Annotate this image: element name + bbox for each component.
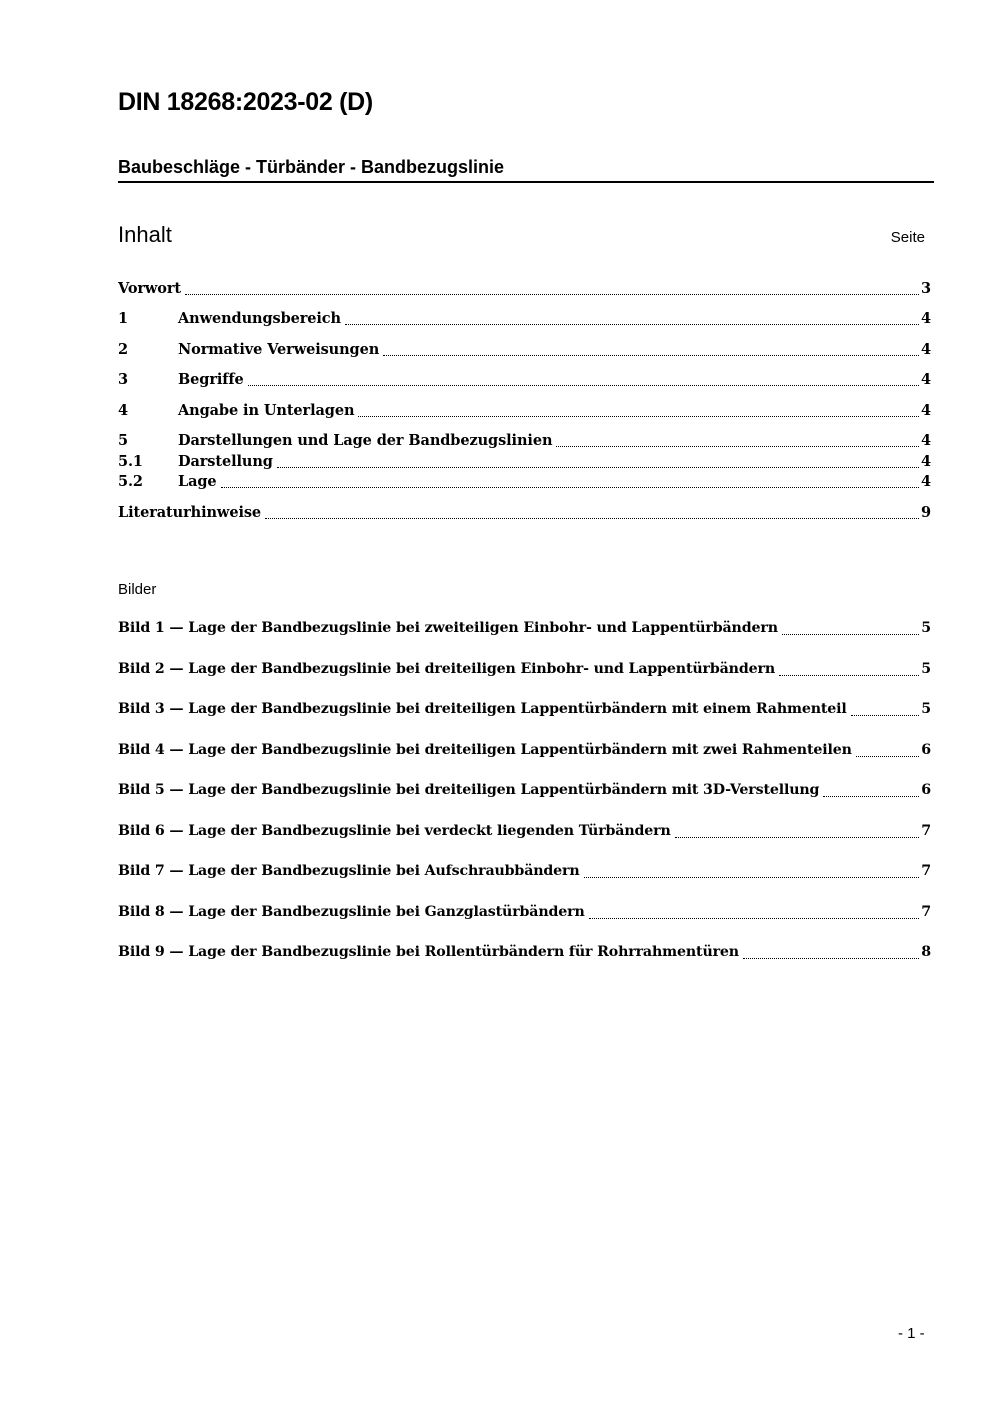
figure-entry-page: 7 (921, 863, 931, 879)
toc-entry-number: 4 (118, 402, 128, 419)
toc-heading: Inhalt (118, 222, 172, 247)
figure-entry-4[interactable] (118, 742, 931, 762)
toc-entry-page: 4 (921, 310, 931, 327)
leader-dots (265, 517, 919, 519)
toc-entry-number: 2 (118, 341, 128, 358)
figure-entry-page: 7 (921, 904, 931, 920)
figure-entry-3[interactable] (118, 701, 931, 721)
leader-dots (185, 293, 919, 295)
leader-dots (383, 354, 919, 356)
leader-dots (782, 633, 919, 635)
toc-entry-5-1[interactable] (118, 453, 931, 473)
figure-entry-title: Bild 7 — Lage der Bandbezugslinie bei Aufschraubbändern (118, 863, 580, 879)
toc-header (118, 222, 928, 248)
leader-dots (358, 415, 919, 417)
figure-entry-title: Bild 8 — Lage der Bandbezugslinie bei Ganzglastürbändern (118, 904, 585, 920)
figure-entry-title: Bild 4 — Lage der Bandbezugslinie bei dreiteiligen Lappentürbändern mit zwei Rahmenteilen (118, 742, 852, 758)
leader-dots (589, 917, 920, 919)
figure-entry-page: 5 (921, 661, 931, 677)
figure-entry-title: Bild 1 — Lage der Bandbezugslinie bei zweiteiligen Einbohr- und Lappentürbändern (118, 620, 778, 636)
toc-entry-title: Darstellung (178, 453, 273, 470)
figure-entry-7[interactable] (118, 863, 931, 883)
figure-entry-title: Bild 9 — Lage der Bandbezugslinie bei Rollentürbändern für Rohrrahmentüren (118, 944, 739, 960)
toc-entry-1[interactable] (118, 310, 931, 330)
figures-label: Bilder (118, 581, 157, 598)
toc-entry-number: 3 (118, 371, 128, 388)
toc-entry-page: 4 (921, 453, 931, 470)
figure-entry-page: 8 (921, 944, 931, 960)
toc-entry-page: 4 (921, 341, 931, 358)
figure-entry-6[interactable] (118, 823, 931, 843)
toc-entry-page: 4 (921, 473, 931, 490)
figure-entry-5[interactable] (118, 782, 931, 802)
toc-entry-page: 4 (921, 402, 931, 419)
toc-entry-number: 5.1 (118, 453, 143, 470)
page-number: - 1 - (898, 1325, 925, 1342)
toc-entry-title: Angabe in Unterlagen (178, 402, 355, 419)
leader-dots (675, 836, 920, 838)
toc-entry-page: 3 (921, 280, 931, 297)
figure-entry-page: 5 (921, 701, 931, 717)
leader-dots (248, 384, 919, 386)
toc-entry-number: 5 (118, 432, 128, 449)
figure-entry-8[interactable] (118, 904, 931, 924)
figure-entry-2[interactable] (118, 661, 931, 681)
document-title: Baubeschläge - Türbänder - Bandbezugslinie (118, 157, 934, 183)
toc-entry-number: 1 (118, 310, 128, 327)
leader-dots (584, 876, 920, 878)
figure-entry-page: 7 (921, 823, 931, 839)
toc-entry-page: 4 (921, 432, 931, 449)
toc-entry-page: 9 (921, 504, 931, 521)
leader-dots (856, 755, 920, 757)
toc-entry-2[interactable] (118, 341, 931, 361)
document-id: DIN 18268:2023-02 (D) (118, 88, 373, 116)
figure-entry-9[interactable] (118, 944, 931, 964)
toc-entry-title: Literaturhinweise (118, 504, 262, 521)
toc-entry-3[interactable] (118, 371, 931, 391)
toc-entry-literaturhinweise[interactable] (118, 504, 931, 524)
toc-entry-title: Normative Verweisungen (178, 341, 380, 358)
figure-entry-page: 6 (921, 742, 931, 758)
leader-dots (277, 466, 919, 468)
toc-entry-title: Begriffe (178, 371, 244, 388)
figure-entry-1[interactable] (118, 620, 931, 640)
figure-entry-title: Bild 2 — Lage der Bandbezugslinie bei dreiteiligen Einbohr- und Lappentürbändern (118, 661, 775, 677)
figure-entry-title: Bild 3 — Lage der Bandbezugslinie bei dreiteiligen Lappentürbändern mit einem Rahmenteil (118, 701, 847, 717)
toc-entry-title: Darstellungen und Lage der Bandbezugslinien (178, 432, 553, 449)
figure-entry-title: Bild 5 — Lage der Bandbezugslinie bei dreiteiligen Lappentürbändern mit 3D-Verstellung (118, 782, 820, 798)
leader-dots (556, 445, 919, 447)
figure-entry-title: Bild 6 — Lage der Bandbezugslinie bei verdeckt liegenden Türbändern (118, 823, 671, 839)
toc-entry-5-2[interactable] (118, 473, 931, 493)
leader-dots (743, 957, 919, 959)
figure-entry-page: 6 (921, 782, 931, 798)
leader-dots (851, 714, 920, 716)
leader-dots (823, 795, 919, 797)
toc-entry-title: Vorwort (118, 280, 182, 297)
page-column-label: Seite (890, 229, 925, 246)
toc-entry-4[interactable] (118, 402, 931, 422)
toc-entry-page: 4 (921, 371, 931, 388)
figure-entry-page: 5 (921, 620, 931, 636)
toc-entry-5[interactable] (118, 432, 931, 452)
toc-entry-title: Lage (178, 473, 217, 490)
leader-dots (221, 486, 919, 488)
leader-dots (779, 674, 919, 676)
toc-entry-vorwort[interactable] (118, 280, 931, 300)
toc-entry-number: 5.2 (118, 473, 143, 490)
leader-dots (345, 323, 919, 325)
toc-entry-title: Anwendungsbereich (178, 310, 341, 327)
